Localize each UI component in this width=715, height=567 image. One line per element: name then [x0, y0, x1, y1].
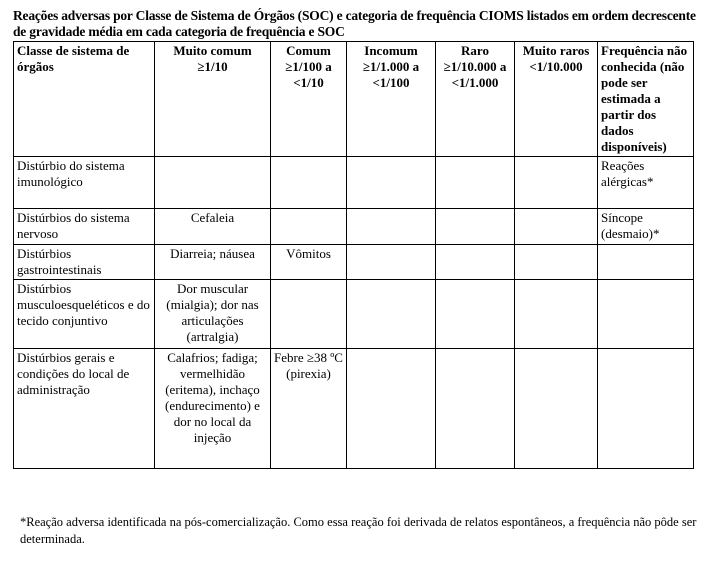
table-cell: Diarreia; náusea — [155, 245, 271, 280]
table-cell — [271, 209, 347, 245]
table-cell — [347, 157, 436, 209]
table-cell: Reações alérgicas* — [598, 157, 694, 209]
table-cell — [515, 280, 598, 349]
table-row — [14, 245, 694, 280]
table-caption: Reações adversas por Classe de Sistema de Órgãos (SOC) e categoria de frequência CIOMS listados em ordem decrescente de gravidade média em cada categoria de frequência e SOC — [13, 8, 696, 39]
table-cell: Calafrios; fadiga; vermelhidão (eritema), inchaço (endurecimento) e dor no local da injeção — [155, 349, 271, 469]
adverse-reactions-table — [13, 41, 694, 469]
organ-class-cell: Distúrbios do sistema nervoso — [14, 209, 155, 245]
organ-class-cell: Distúrbios musculoesqueléticos e do tecido conjuntivo — [14, 280, 155, 349]
table-cell — [515, 157, 598, 209]
organ-class-cell: Distúrbios gastrointestinais — [14, 245, 155, 280]
table-cell — [515, 209, 598, 245]
table-cell — [598, 245, 694, 280]
table-cell: Cefaleia — [155, 209, 271, 245]
table-cell — [347, 209, 436, 245]
table-cell: Dor muscular (mialgia); dor nas articulações (artralgia) — [155, 280, 271, 349]
table-row — [14, 157, 694, 209]
table-cell — [515, 245, 598, 280]
table-cell — [436, 245, 515, 280]
table-cell — [271, 157, 347, 209]
header-very-common: Muito comum ≥1/10 — [155, 42, 271, 157]
table-row — [14, 280, 694, 349]
table-footnote: *Reação adversa identificada na pós-comercialização. Como essa reação foi derivada de relatos espontâneos, a frequência não pôde ser determinada. — [20, 515, 697, 546]
table-cell: Vômitos — [271, 245, 347, 280]
organ-class-cell: Distúrbio do sistema imunológico — [14, 157, 155, 209]
table-cell — [436, 280, 515, 349]
table-cell — [436, 157, 515, 209]
header-soc: Classe de sistema de órgãos — [14, 42, 155, 157]
table-cell — [155, 157, 271, 209]
table-cell — [515, 349, 598, 469]
table-cell: Síncope (desmaio)* — [598, 209, 694, 245]
organ-class-cell: Distúrbios gerais e condições do local de administração — [14, 349, 155, 469]
table-cell — [436, 209, 515, 245]
header-common: Comum ≥1/100 a <1/10 — [271, 42, 347, 157]
table-cell — [347, 349, 436, 469]
header-row — [14, 42, 694, 157]
header-rare: Raro ≥1/10.000 a <1/1.000 — [436, 42, 515, 157]
table-row — [14, 209, 694, 245]
table-cell — [436, 349, 515, 469]
table-cell — [347, 280, 436, 349]
table-cell: Febre ≥38 ºC (pirexia) — [271, 349, 347, 469]
header-very-rare: Muito raros <1/10.000 — [515, 42, 598, 157]
table-cell — [598, 349, 694, 469]
header-uncommon: Incomum ≥1/1.000 a <1/100 — [347, 42, 436, 157]
table-cell — [598, 280, 694, 349]
table-row — [14, 349, 694, 469]
table-cell — [271, 280, 347, 349]
header-unknown: Frequência não conhecida (não pode ser estimada a partir dos dados disponíveis) — [598, 42, 694, 157]
table-cell — [347, 245, 436, 280]
